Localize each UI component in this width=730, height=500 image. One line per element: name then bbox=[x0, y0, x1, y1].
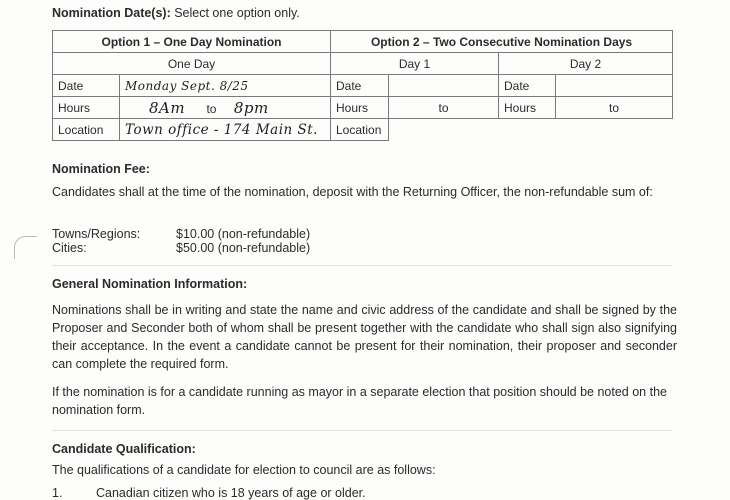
general-paragraph-1: Nominations shall be in writing and state the name and civic address of the candidate and shall be signed by the Proposer and Seconder both of whom shall be present together with the candidate who shall sign also signifying their acceptance. In the event a candidate cannot be present for their nomination, their proposer and seconder can complete the required form. bbox=[52, 303, 677, 371]
day1-hours-to: to bbox=[389, 97, 499, 119]
option1-hours-label: Hours bbox=[53, 97, 120, 119]
option1-location-label: Location bbox=[53, 119, 120, 141]
qualification-text: The qualifications of a candidate for election to council are as follows: bbox=[52, 463, 436, 477]
fee-cities-label: Cities: bbox=[52, 241, 87, 255]
fee-row-cities bbox=[52, 241, 310, 255]
nomination-options-table bbox=[52, 30, 673, 141]
day1-header: Day 1 bbox=[331, 53, 499, 75]
day2-header: Day 2 bbox=[499, 53, 673, 75]
one-day-header: One Day bbox=[53, 53, 331, 75]
fee-row-towns bbox=[52, 227, 310, 241]
day2-date-label: Date bbox=[499, 75, 556, 97]
qualification-heading: Candidate Qualification: bbox=[52, 442, 196, 456]
day2-hours-to: to bbox=[556, 97, 673, 119]
general-heading: General Nomination Information: bbox=[52, 277, 248, 291]
day2-date-value bbox=[556, 75, 673, 97]
fee-heading: Nomination Fee: bbox=[52, 162, 150, 176]
day1-date-label: Date bbox=[331, 75, 389, 97]
nomination-dates-label: Nomination Date(s): bbox=[52, 6, 171, 20]
option2-location-label: Location bbox=[331, 119, 389, 141]
option1-location-value: Town office - 174 Main St. bbox=[120, 119, 331, 141]
nomination-dates-heading bbox=[52, 6, 300, 20]
fee-text: Candidates shall at the time of the nomination, deposit with the Returning Officer, the non-refundable sum of: bbox=[52, 185, 653, 199]
day1-hours-label: Hours bbox=[331, 97, 389, 119]
qualification-item-number: 1. bbox=[52, 486, 63, 500]
option1-hours-to: 8pm bbox=[233, 98, 269, 117]
fee-cities-value: $50.00 (non-refundable) bbox=[176, 241, 311, 255]
option1-date-label: Date bbox=[53, 75, 120, 97]
nomination-dates-instruction: Select one option only. bbox=[170, 6, 300, 20]
qualification-item bbox=[52, 486, 366, 500]
day1-date-value bbox=[389, 75, 499, 97]
divider bbox=[52, 265, 672, 266]
fee-towns-value: $10.00 (non-refundable) bbox=[176, 227, 311, 241]
fee-towns-label: Towns/Regions: bbox=[52, 227, 141, 241]
divider bbox=[52, 430, 672, 431]
margin-mark bbox=[14, 236, 37, 259]
option1-hours-to-word: to bbox=[206, 101, 217, 116]
option1-header: Option 1 – One Day Nomination bbox=[53, 31, 331, 53]
option2-location-value bbox=[389, 119, 673, 141]
qualification-item-text: Canadian citizen who is 18 years of age or older. bbox=[96, 486, 366, 500]
option1-date-value: Monday Sept. 8/25 bbox=[120, 75, 331, 97]
option1-hours-from: 8Am bbox=[149, 98, 186, 117]
option2-header: Option 2 – Two Consecutive Nomination Days bbox=[331, 31, 673, 53]
general-paragraph-2: If the nomination is for a candidate running as mayor in a separate election that position should be noted on the nomination form. bbox=[52, 385, 667, 417]
option1-hours-value bbox=[120, 97, 331, 119]
day2-hours-label: Hours bbox=[499, 97, 556, 119]
